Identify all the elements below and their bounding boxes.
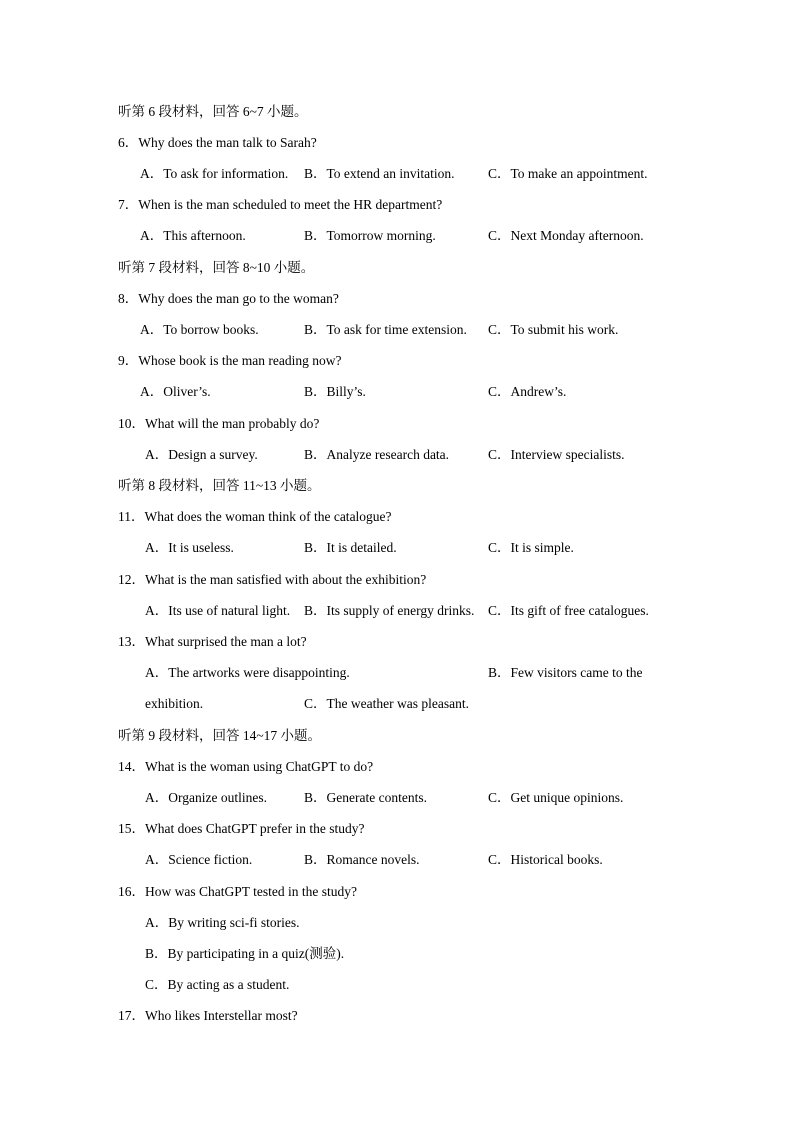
question-12-option-b: B．Its supply of energy drinks. <box>304 603 475 618</box>
question-14-option-b: B．Generate contents. <box>304 790 427 805</box>
question-11-option-a: A．It is useless. <box>145 540 234 555</box>
question-17-stem: 17．Who likes Interstellar most? <box>118 1008 298 1023</box>
question-6-option-a: A．To ask for information. <box>140 166 289 181</box>
question-13-option-b: B．Few visitors came to the <box>488 665 643 680</box>
question-9-option-a: A．Oliver’s. <box>140 384 211 399</box>
question-9-option-b: B．Billy’s. <box>304 384 366 399</box>
question-16-option-a: A．By writing sci-fi stories. <box>145 915 300 930</box>
question-9-stem: 9．Whose book is the man reading now? <box>118 353 342 368</box>
question-9-option-c: C．Andrew’s. <box>488 384 567 399</box>
question-13-option-b-continued: exhibition. <box>145 696 204 711</box>
section-heading: 听第 9 段材料，回答 14~17 小题。 <box>118 728 322 743</box>
question-6-stem: 6．Why does the man talk to Sarah? <box>118 135 317 150</box>
section-heading: 听第 7 段材料，回答 8~10 小题。 <box>118 260 315 275</box>
question-14-stem: 14．What is the woman using ChatGPT to do? <box>118 759 374 774</box>
question-16-option-c: C．By acting as a student. <box>145 977 290 992</box>
question-7-stem: 7．When is the man scheduled to meet the HR department? <box>118 197 443 212</box>
question-6-option-b: B．To extend an invitation. <box>304 166 455 181</box>
question-6-option-c: C．To make an appointment. <box>488 166 648 181</box>
question-13-option-a: A．The artworks were disappointing. <box>145 665 350 680</box>
question-11-option-b: B．It is detailed. <box>304 540 397 555</box>
question-14-option-a: A．Organize outlines. <box>145 790 267 805</box>
question-16-option-b: B．By participating in a quiz(测验). <box>145 946 345 961</box>
question-10-option-a: A．Design a survey. <box>145 447 258 462</box>
question-12-option-c: C．Its gift of free catalogues. <box>488 603 649 618</box>
question-13-stem: 13．What surprised the man a lot? <box>118 634 307 649</box>
section-heading: 听第 8 段材料，回答 11~13 小题。 <box>118 478 321 493</box>
question-13-option-c: C．The weather was pleasant. <box>304 696 469 711</box>
question-7-option-a: A．This afternoon. <box>140 228 246 243</box>
question-12-stem: 12．What is the man satisfied with about the exhibition? <box>118 572 427 587</box>
question-15-option-c: C．Historical books. <box>488 852 603 867</box>
question-11-option-c: C．It is simple. <box>488 540 574 555</box>
question-15-option-a: A．Science fiction. <box>145 852 253 867</box>
section-heading: 听第 6 段材料，回答 6~7 小题。 <box>118 104 308 119</box>
question-16-stem: 16．How was ChatGPT tested in the study? <box>118 884 357 899</box>
question-15-option-b: B．Romance novels. <box>304 852 420 867</box>
question-10-option-c: C．Interview specialists. <box>488 447 625 462</box>
question-11-stem: 11．What does the woman think of the catalogue? <box>118 509 392 524</box>
question-8-option-b: B．To ask for time extension. <box>304 322 467 337</box>
question-8-option-a: A．To borrow books. <box>140 322 259 337</box>
question-8-stem: 8．Why does the man go to the woman? <box>118 291 339 306</box>
question-14-option-c: C．Get unique opinions. <box>488 790 624 805</box>
question-10-option-b: B．Analyze research data. <box>304 447 450 462</box>
question-12-option-a: A．Its use of natural light. <box>145 603 291 618</box>
question-10-stem: 10．What will the man probably do? <box>118 416 320 431</box>
question-15-stem: 15．What does ChatGPT prefer in the study? <box>118 821 365 836</box>
question-7-option-c: C．Next Monday afternoon. <box>488 228 644 243</box>
question-8-option-c: C．To submit his work. <box>488 322 619 337</box>
question-7-option-b: B．Tomorrow morning. <box>304 228 436 243</box>
